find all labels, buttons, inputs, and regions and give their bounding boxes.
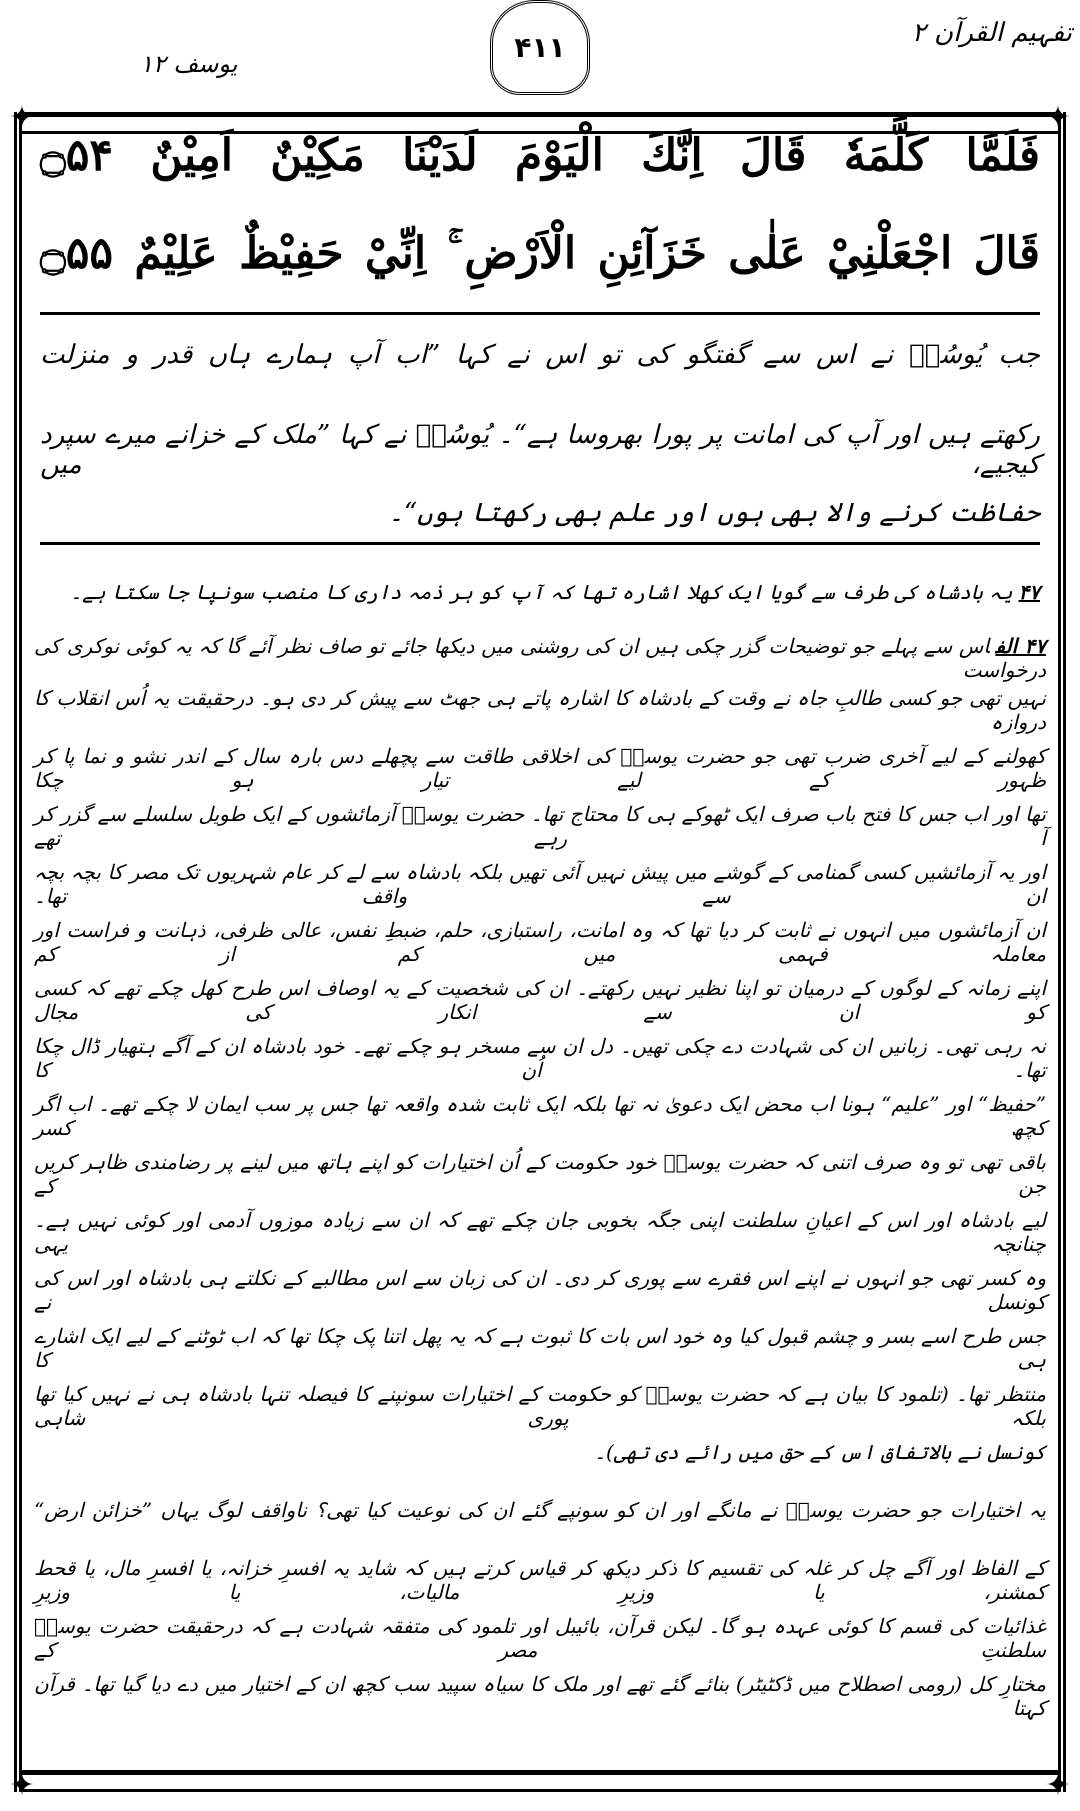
page-number: ۴۱۱ [514, 31, 566, 64]
commentary-line: مختارِ کل (رومی اصطلاح میں ڈکٹیٹر) بنائے گئے تھے اور ملک کا سیاہ سپید سب کچھ ان کے اختیار میں دے دیا گیا تھا۔ قرآن کہتا [34, 1672, 1046, 1720]
commentary-line: اور یہ آزمائشیں کسی گمنامی کے گوشے میں پیش نہیں آئی تھیں بلکہ بادشاہ سے لے کر عام شہریوں تک مصر کا بچہ بچہ ان سے واقف تھا۔ [34, 860, 1046, 908]
corner-ornament-icon: ✦ [9, 1768, 35, 1803]
frame-bottom-border [22, 1770, 1058, 1792]
commentary-line: وہ کسر تھی جو انہوں نے اپنے اس فقرے سے پوری کر دی۔ ان کی زبان سے اس مطالبے کے نکلتے ہی بادشاہ اور اس کی کونسل نے [34, 1266, 1047, 1314]
translation-line: رکھتے ہیں اور آپ کی امانت پر پورا بھروسا ہے“۔ یُوسُفؑ نے کہا ”ملک کے خزانے میرے سپرد کیجیے، میں [40, 420, 1040, 480]
commentary-line: کھولنے کے لیے آخری ضرب تھی جو حضرت یوسفؑ کی اخلاقی طاقت سے پچھلے دس بارہ سال کے اندر نشو و نما پا کر ظہور کے لیے تیار ہو چکا [34, 744, 1046, 792]
note-number: ۴۷ [1018, 580, 1040, 604]
commentary-line: ”حفیظ“ اور ”علیم“ ہونا اب محض ایک دعویٰ نہ تھا بلکہ ایک ثابت شدہ واقعہ تھا جس پر سب ایمان لا چکے تھے۔ اب اگر کچھ کسر [34, 1092, 1046, 1140]
corner-ornament-icon: ✦ [1045, 100, 1071, 135]
commentary-line: یہ اختیارات جو حضرت یوسفؑ نے مانگے اور ان کو سونپے گئے ان کی نوعیت کیا تھی؟ ناواقف لوگ یہاں ”خزائن ارض“ [34, 1498, 1046, 1522]
commentary-line: ان آزمائشوں میں انہوں نے ثابت کر دیا تھا کہ وہ امانت، راستبازی، حلم، ضبطِ نفس، عالی ظرفی، ذہانت و فراست اور معاملہ فہمی میں کم از کم [34, 918, 1046, 966]
commentary-line: غذائیات کی قسم کا کوئی عہدہ ہو گا۔ لیکن قرآن، بائیبل اور تلمود کی متفقہ شہادت ہے کہ درحقیقت حضرت یوسفؑ سلطنتِ مصر کے [34, 1614, 1046, 1662]
commentary-line: باقی تھی تو وہ صرف اتنی کہ حضرت یوسفؑ خود حکومت کے اُن اختیارات کو اپنے ہاتھ میں لینے پر رضامندی ظاہر کریں جن کے [34, 1150, 1046, 1198]
ayah-55: قَالَ اجْعَلْنِيْ عَلٰى خَزَآئِنِ الْاَرْضِ ۚ اِنِّيْ حَفِيْظٌ عَلِيْمٌ ۝۵۵ [40, 228, 1040, 279]
divider [40, 542, 1040, 545]
commentary-line: منتظر تھا۔ (تلمود کا بیان ہے کہ حضرت یوسفؑ کو حکومت کے اختیارات سونپنے کا فیصلہ تنہا بادشاہ ہی نے نہیں کیا تھا بلکہ پوری شاہی [34, 1382, 1046, 1430]
commentary-line: نہ رہی تھی۔ زبانیں ان کی شہادت دے چکی تھیں۔ دل ان سے مسخر ہو چکے تھے۔ خود بادشاہ ان کے آگے ہتھیار ڈال چکا تھا۔ اُن کا [34, 1034, 1046, 1082]
note-text: اس سے پہلے جو توضیحات گزر چکی ہیں ان کی روشنی میں دیکھا جائے تو صاف نظر آئے گا کہ یہ کوئی نوکری کی درخواست [34, 634, 1046, 682]
page-number-medallion [490, 0, 590, 95]
commentary-line: نہیں تھی جو کسی طالبِ جاہ نے وقت کے بادشاہ کا اشارہ پاتے ہی جھٹ سے پیش کر دی ہو۔ درحقیقت یہ اُس انقلاب کا دروازہ [34, 686, 1046, 734]
commentary-line: کے الفاظ اور آگے چل کر غلہ کی تقسیم کا ذکر دیکھ کر قیاس کرتے ہیں کہ شاید یہ افسرِ خزانہ، یا افسرِ مال، یا قحط کمشنر، یا وزیرِ مالیات، یا وزیرِ [34, 1556, 1046, 1604]
commentary-line: جس طرح اسے بسر و چشم قبول کیا وہ خود اس بات کا ثبوت ہے کہ یہ پھل اتنا پک چکا تھا کہ اب ٹوٹنے کے لیے ایک اشارے ہی کا [34, 1324, 1046, 1372]
translation-line: حفاظت کرنے والا بھی ہوں اور علم بھی رکھتا ہوں“۔ [388, 498, 1040, 528]
note-text: یہ بادشاہ کی طرف سے گویا ایک کھلا اشارہ تھا کہ آپ کو ہر ذمہ داری کا منصب سونپا جا سکتا ہے۔ [70, 580, 1013, 604]
book-title: تفہیم القرآن ۲ [911, 18, 1072, 48]
note-47 [40, 580, 1040, 604]
commentary-line: تھا اور اب جس کا فتح باب صرف ایک ٹھوکے ہی کا محتاج تھا۔ حضرت یوسفؑ آزمائشوں کے ایک طویل سلسلے سے گزر کر آ رہے تھے [34, 802, 1047, 850]
commentary-line: اپنے زمانہ کے لوگوں کے درمیان تو اپنا نظیر نہیں رکھتے۔ ان کی شخصیت کے یہ اوصاف اس طرح کھل چکے تھے کہ کسی کو ان سے انکار کی مجال [34, 976, 1046, 1024]
ayah-54: فَلَمَّا كَلَّمَهٗ قَالَ اِنَّكَ الْيَوْمَ لَدَيْنَا مَكِيْنٌ اَمِيْنٌ ۝۵۴ [40, 130, 1040, 181]
translation-line: جب یُوسُفؑ نے اس سے گفتگو کی تو اس نے کہا ”اب آپ ہمارے ہاں قدر و منزلت [40, 340, 1040, 370]
note-number: ۴۷ الف [995, 634, 1046, 658]
corner-ornament-icon: ✦ [9, 100, 35, 135]
commentary-line: لیے بادشاہ اور اس کے اعیانِ سلطنت اپنی جگہ بخوبی جان چکے تھے کہ ان سے زیادہ موزوں آدمی اور کوئی نہیں ہے۔ چنانچہ یہی [34, 1208, 1046, 1256]
divider [40, 312, 1040, 315]
corner-ornament-icon: ✦ [1045, 1768, 1071, 1803]
commentary-line: کونسل نے بالاتفاق اس کے حق میں رائے دی تھی)۔ [594, 1440, 1046, 1464]
surah-name: یوسف ۱۲ [140, 50, 238, 78]
note-47a [34, 634, 1046, 682]
